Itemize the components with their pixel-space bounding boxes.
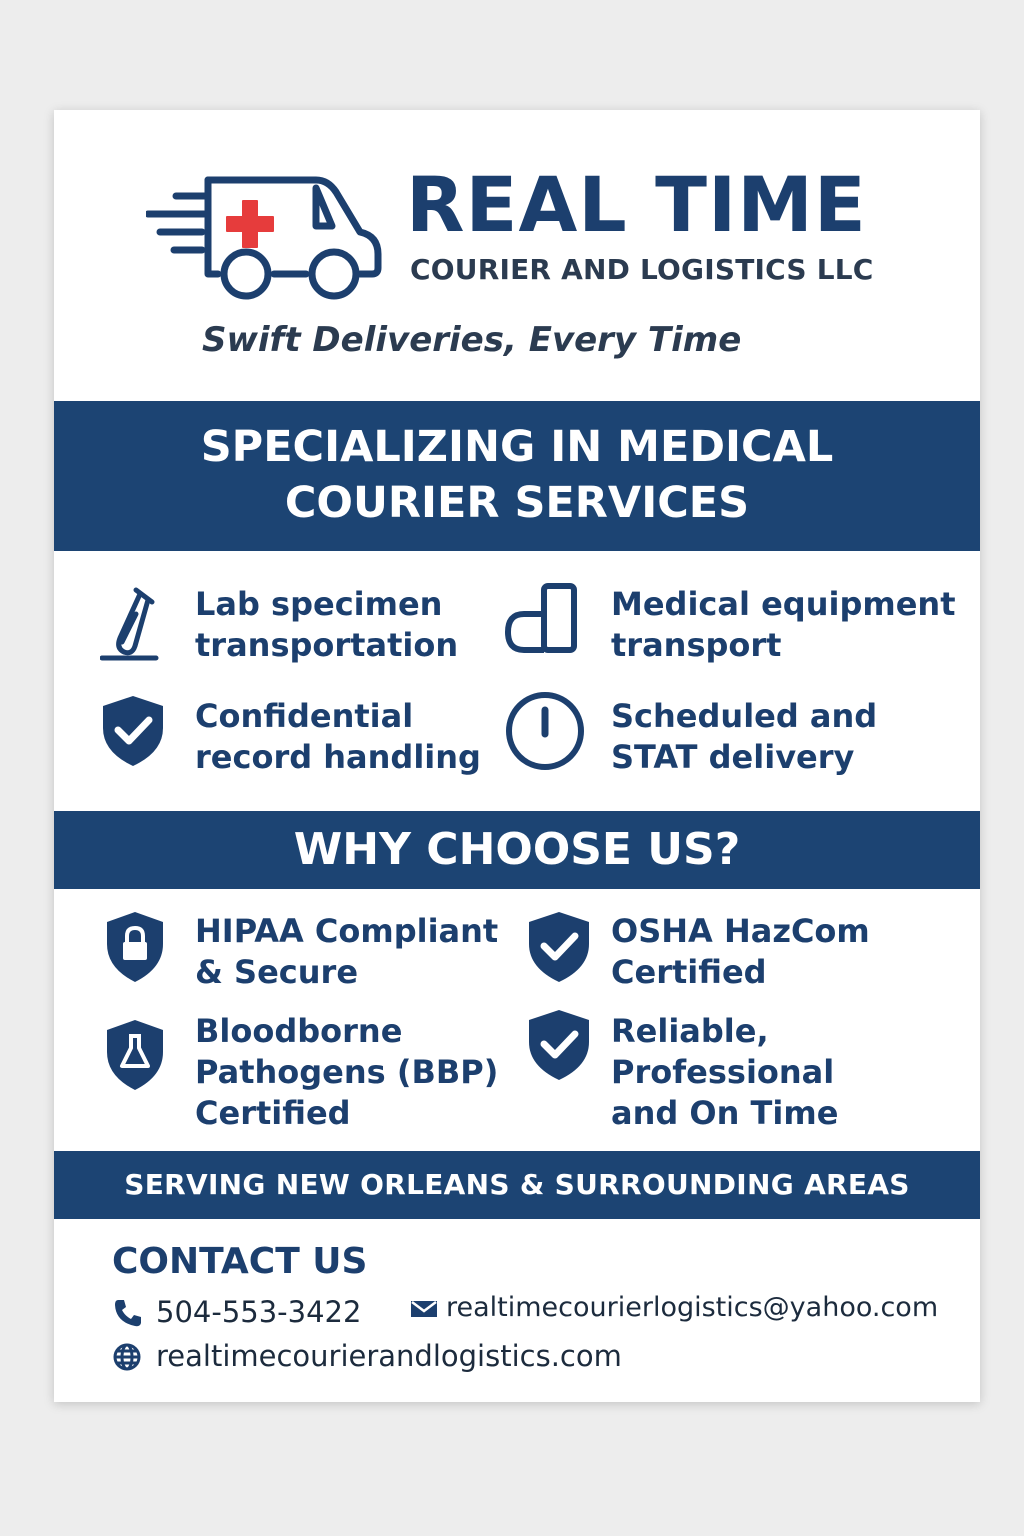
shield-check-icon	[526, 910, 592, 984]
contact-title: CONTACT US	[112, 1241, 368, 1282]
service-scheduled-line1: Scheduled and	[611, 697, 878, 735]
why-reliable-line1: Reliable,	[611, 1012, 769, 1050]
service-scheduled-line2: STAT delivery	[611, 738, 855, 776]
ambulance-van-icon	[146, 170, 386, 300]
why-osha-line1: OSHA HazCom	[611, 912, 870, 950]
why-hipaa-line2: & Secure	[195, 953, 359, 991]
contact-email-address[interactable]: realtimecourierlogistics@yahoo.com	[446, 1292, 939, 1323]
globe-icon	[112, 1342, 142, 1372]
service-lab-specimen-line1: Lab specimen	[195, 585, 443, 623]
service-lab-specimen-line2: transportation	[195, 626, 459, 664]
serving-area-banner: SERVING NEW ORLEANS & SURROUNDING AREAS	[54, 1151, 980, 1219]
tagline: Swift Deliveries, Every Time	[202, 320, 742, 360]
why-osha-line2: Certified	[611, 953, 767, 991]
phone-icon	[112, 1297, 144, 1329]
specializing-heading-line2: COURIER SERVICES	[284, 478, 750, 528]
shield-flask-icon	[104, 1018, 166, 1092]
why-bbp-line3: Certified	[195, 1094, 351, 1132]
medical-equipment-icon	[504, 582, 584, 658]
contact-phone-number[interactable]: 504-553-3422	[156, 1295, 362, 1329]
why-reliable-line2: Professional	[611, 1053, 835, 1091]
shield-check-icon	[100, 694, 166, 768]
why-choose-banner: WHY CHOOSE US?	[54, 811, 980, 889]
service-confidential-line1: Confidential	[195, 697, 414, 735]
contact-website-url[interactable]: realtimecourierandlogistics.com	[156, 1339, 622, 1373]
why-bbp-line1: Bloodborne	[195, 1012, 403, 1050]
brand-name: REAL TIME	[406, 160, 867, 249]
contact-email[interactable]	[410, 1290, 950, 1326]
flyer	[54, 110, 980, 1402]
shield-lock-icon	[104, 910, 166, 984]
service-medical-equipment-line1: Medical equipment	[611, 585, 956, 623]
service-medical-equipment-line2: transport	[611, 626, 782, 664]
mail-icon	[410, 1298, 438, 1320]
why-bbp-line2: Pathogens (BBP)	[195, 1053, 499, 1091]
specializing-banner	[54, 401, 980, 551]
clock-icon	[504, 690, 586, 772]
contact-website[interactable]	[112, 1338, 712, 1374]
contact-phone[interactable]	[112, 1294, 402, 1330]
test-tube-icon	[100, 582, 160, 662]
specializing-heading-line1: SPECIALIZING IN MEDICAL	[200, 422, 834, 472]
service-confidential-line2: record handling	[195, 738, 481, 776]
why-hipaa-line1: HIPAA Compliant	[195, 912, 499, 950]
why-reliable-line3: and On Time	[611, 1094, 839, 1132]
brand-subtitle: COURIER AND LOGISTICS LLC	[410, 253, 874, 286]
shield-check-icon	[526, 1008, 592, 1082]
